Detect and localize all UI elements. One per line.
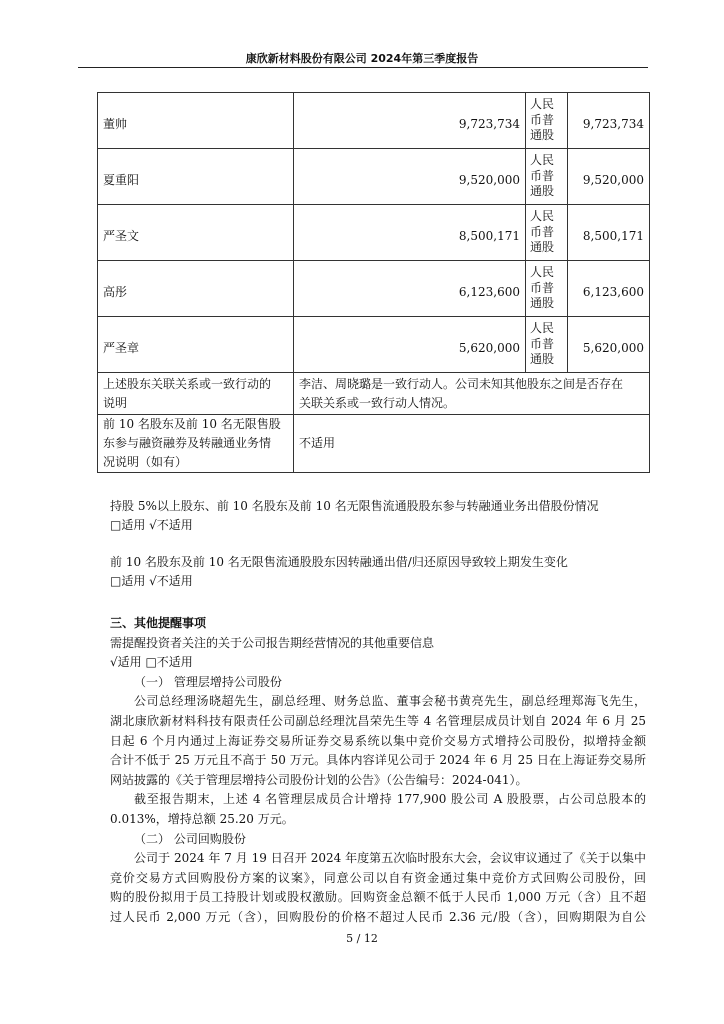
subheading-2: （二） 公司回购股份 (134, 832, 246, 846)
paragraph-line: 合计不低于 25 万元且不高于 50 万元。具体内容详见公司于 2024 年 6 月 25 日在上海证券交易所 (110, 753, 646, 767)
share-count: 8,500,171 (568, 205, 650, 261)
shareholder-row (98, 93, 650, 149)
shareholder-row (98, 149, 650, 205)
holder-name: 董帅 (98, 93, 294, 149)
section-heading: 三、其他提醒事项 (110, 616, 207, 630)
page-header: 康欣新材料股份有限公司 2024年第三季度报告 (245, 52, 479, 65)
shareholder-row (98, 205, 650, 261)
share-type: 人民 币普 通股 (526, 205, 568, 261)
paragraph-line: 过人民币 2,000 万元（含），回购股份的价格不超过人民币 2.36 元/股（含），回购期限为自公 (110, 910, 646, 924)
holder-name: 严圣文 (98, 205, 294, 261)
holder-shares: 8,500,171 (294, 205, 526, 261)
share-type: 人民 币普 通股 (526, 317, 568, 373)
paragraph-line: 0.013%，增持总额 25.20 万元。 (110, 812, 294, 826)
share-type: 人民 币普 通股 (526, 149, 568, 205)
share-type: 人民 币普 通股 (526, 261, 568, 317)
holder-name: 严圣章 (98, 317, 294, 373)
paragraph-line: 购的股份拟用于员工持股计划或股权激励。回购资金总额不低于人民币 1,000 万元（含）且不超 (110, 890, 646, 904)
share-count: 9,723,734 (568, 93, 650, 149)
holder-shares: 9,723,734 (294, 93, 526, 149)
margin-row (98, 415, 650, 473)
paragraph-line: 公司于 2024 年 7 月 19 日召开 2024 年度第五次临时股东大会，会议审议通过了《关于以集中 (134, 851, 646, 865)
section-options: √适用 □不适用 (110, 655, 193, 669)
shareholder-row (98, 317, 650, 373)
relation-value: 李洁、周晓璐是一致行动人。公司未知其他股东之间是否存在 关联关系或一致行动人情况。 (294, 373, 650, 415)
paragraph-line: 公司总经理汤晓超先生，副总经理、财务总监、董事会秘书黄亮先生，副总经理郑海飞先生， (134, 694, 646, 708)
share-count: 6,123,600 (568, 261, 650, 317)
holder-shares: 6,123,600 (294, 261, 526, 317)
margin-value: 不适用 (294, 415, 650, 473)
change-title: 前 10 名股东及前 10 名无限售流通股股东因转融通出借/归还原因导致较上期发生变化 (110, 555, 568, 569)
holder-shares: 5,620,000 (294, 317, 526, 373)
shareholder-row (98, 261, 650, 317)
paragraph-line: 竞价交易方式回购股份方案的议案》，同意公司以自有资金通过集中竞价方式回购公司股份，回 (110, 871, 646, 885)
holder-name: 高彤 (98, 261, 294, 317)
share-count: 9,520,000 (568, 149, 650, 205)
share-count: 5,620,000 (568, 317, 650, 373)
paragraph-line: 网站披露的《关于管理层增持公司股份计划的公告》（公告编号：2024-041）。 (110, 773, 528, 787)
paragraph-line: 日起 6 个月内通过上海证券交易所证券交易系统以集中竞价交易方式增持公司股份，拟增持金额 (110, 734, 646, 748)
change-options: □适用 √不适用 (110, 574, 193, 588)
share-type: 人民 币普 通股 (526, 93, 568, 149)
page-number: 5 / 12 (346, 932, 378, 945)
relation-label: 上述股东关联关系或一致行动的 说明 (98, 373, 294, 415)
shareholder-table (97, 92, 650, 473)
relation-row (98, 373, 650, 415)
lending-title: 持股 5%以上股东、前 10 名股东及前 10 名无限售流通股股东参与转融通业务出借股份情况 (110, 499, 599, 513)
holder-name: 夏重阳 (98, 149, 294, 205)
holder-shares: 9,520,000 (294, 149, 526, 205)
paragraph-line: 截至报告期末，上述 4 名管理层成员合计增持 177,900 股公司 A 股股票，占公司总股本的 (134, 792, 646, 806)
margin-label: 前 10 名股东及前 10 名无限售股 东参与融资融券及转融通业务情 况说明（如有） (98, 415, 294, 473)
lending-options: □适用 √不适用 (110, 518, 193, 532)
header-rule (78, 67, 648, 68)
section-intro: 需提醒投资者关注的关于公司报告期经营情况的其他重要信息 (110, 636, 435, 650)
paragraph-line: 湖北康欣新材料科技有限责任公司副总经理沈昌荣先生等 4 名管理层成员计划自 2024 年 6 月 25 (110, 714, 646, 728)
subheading-1: （一） 管理层增持公司股份 (134, 675, 282, 689)
